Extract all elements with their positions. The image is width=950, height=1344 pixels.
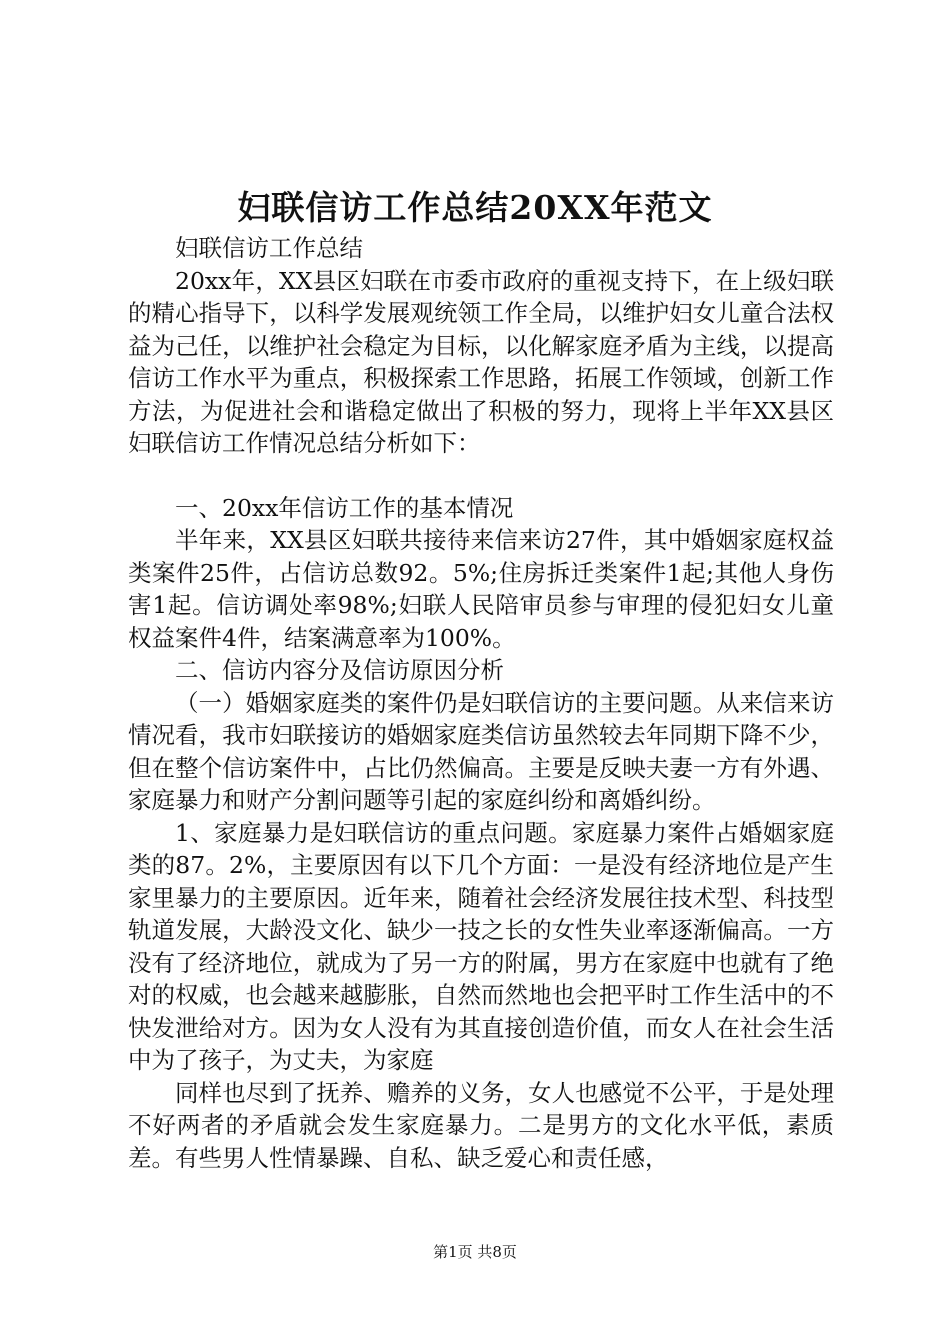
basic-situation-paragraph: 半年来，XX县区妇联共接待来信来访27件，其中婚姻家庭权益类案件25件，占信访总数92。5%;住房拆迁类案件1起;其他人身伤害1起。信访调处率98%;妇联人民陪审员参与审理的侵犯妇女儿童权益案件4件，结案满意率为100%。: [128, 526, 834, 652]
intro-paragraph: 20xx年，XX县区妇联在市委市政府的重视支持下，在上级妇联的精心指导下，以科学发展观统领工作全局，以维护妇女儿童合法权益为己任，以维护社会稳定为目标，以化解家庭矛盾为主线，以提高信访工作水平为重点，积极探索工作思路，拓展工作领域，创新工作方法，为促进社会和谐稳定做出了积极的努力，现将上半年XX县区妇联信访工作情况总结分析如下：: [128, 266, 834, 457]
section-heading-2: 二、信访内容分及信访原因分析: [175, 656, 504, 684]
domestic-violence-paragraph: 1、家庭暴力是妇联信访的重点问题。家庭暴力案件占婚姻家庭类的87。2%，主要原因有以下几个方面：一是没有经济地位是产生家里暴力的主要原因。近年来，随着社会经济发展往技术型、科技型轨道发展，大龄没文化、缺少一技之长的女性失业率逐渐偏高。一方没有了经济地位，就成为了另一方的附属，男方在家庭中也就有了绝对的权威，也会越来越膨胀，自然而然地也会把平时工作生活中的不快发泄给对方。因为女人没有为其直接创造价值，而女人在社会生活中为了孩子，为丈夫，为家庭: [128, 818, 834, 1074]
continuation-paragraph: 同样也尽到了抚养、赡养的义务，女人也感觉不公平，于是处理不好两者的矛盾就会发生家庭暴力。二是男方的文化水平低，素质差。有些男人性情暴躁、自私、缺乏爱心和责任感，: [128, 1078, 834, 1172]
marriage-family-paragraph: （一）婚姻家庭类的案件仍是妇联信访的主要问题。从来信来访情况看，我市妇联接访的婚姻家庭类信访虽然较去年同期下降不少，但在整个信访案件中，占比仍然偏高。主要是反映夫妻一方有外遇、家庭暴力和财产分割问题等引起的家庭纠纷和离婚纠纷。: [128, 688, 834, 814]
document-body: [128, 232, 834, 1174]
subtitle-paragraph: 妇联信访工作总结: [175, 234, 363, 262]
section-heading-1: 一、20xx年信访工作的基本情况: [175, 493, 514, 522]
document-title: 妇联信访工作总结20XX年范文: [237, 188, 713, 227]
page-number-footer: 第1页 共8页: [433, 1243, 517, 1261]
